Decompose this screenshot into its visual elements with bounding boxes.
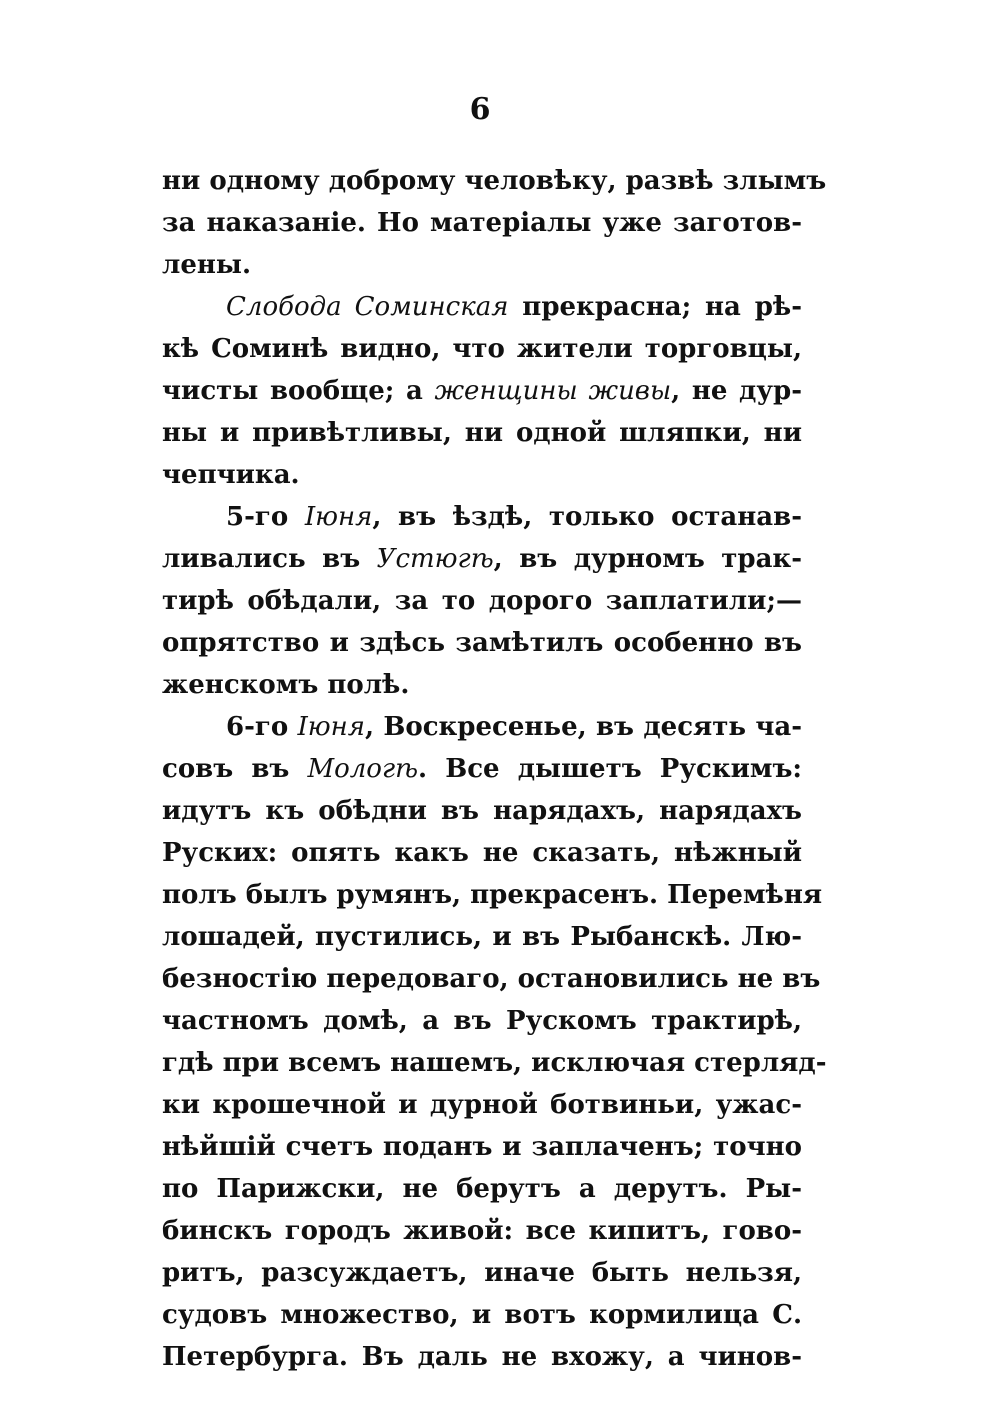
- text-line: [162, 1168, 802, 1210]
- text-span: идутъ къ обѣдни въ нарядахъ, нарядахъ: [162, 796, 802, 826]
- text-span: , Воскресенье, въ десять ча-: [365, 712, 802, 742]
- text-line: [162, 706, 802, 748]
- text-line: [162, 1336, 802, 1378]
- text-line: [162, 832, 802, 874]
- text-line: [162, 580, 802, 622]
- text-line: [162, 622, 802, 664]
- italic-text: Іюня: [297, 712, 365, 742]
- text-span: кѣ Соминѣ видно, что жители торговцы,: [162, 334, 802, 364]
- text-line: [162, 454, 802, 496]
- text-span: по Парижски, не берутъ а дерутъ. Ры-: [162, 1174, 802, 1204]
- text-span: лены.: [162, 250, 252, 280]
- text-line: [162, 412, 802, 454]
- italic-text: Устюгѣ: [376, 544, 494, 574]
- italic-text: Іюня: [304, 502, 373, 532]
- text-span: ливались въ: [162, 544, 377, 574]
- text-line: [162, 202, 802, 244]
- text-line: [162, 286, 802, 328]
- text-span: безностію передоваго, остановились не въ: [162, 964, 821, 994]
- text-line: [162, 958, 821, 1000]
- italic-text: Слобода Соминская: [226, 292, 509, 322]
- text-span: Руских: опять какъ не сказать, нѣжный: [162, 838, 802, 868]
- page-number: 6: [469, 92, 491, 127]
- text-span: за наказаніе. Но матеріалы уже заготов-: [162, 208, 802, 238]
- text-line: [162, 1294, 802, 1336]
- text-line: [162, 244, 802, 286]
- text-span: лошадей, пустились, и въ Рыбанскѣ. Лю-: [162, 922, 802, 952]
- text-line: [162, 1042, 827, 1084]
- text-span: гдѣ при всемъ нашемъ, исключая стерляд-: [162, 1048, 827, 1078]
- text-line: [162, 1000, 802, 1042]
- text-line: [162, 496, 802, 538]
- text-span: частномъ домѣ, а въ Рускомъ трактирѣ,: [162, 1006, 802, 1036]
- text-span: , въ дурномъ трак-: [493, 544, 802, 574]
- text-line: [162, 1210, 802, 1252]
- text-line: [162, 160, 827, 202]
- text-span: ритъ, разсуждаетъ, иначе быть нельзя,: [162, 1258, 802, 1288]
- text-span: тирѣ обѣдали, за то дорого заплатили;—: [162, 586, 802, 616]
- italic-text: Мологѣ: [307, 754, 419, 784]
- text-span: нѣйшій счетъ поданъ и заплаченъ; точно: [162, 1132, 802, 1162]
- text-span: женскомъ полѣ.: [162, 670, 410, 700]
- text-span: . Все дышетъ Рускимъ:: [418, 754, 803, 784]
- text-span: , не дур-: [671, 376, 803, 406]
- text-span: ни одному доброму человѣку, развѣ злымъ: [162, 166, 827, 196]
- text-span: полъ былъ румянъ, прекрасенъ. Перемѣня: [162, 880, 823, 910]
- text-span: ки крошечной и дурной ботвиньи, ужас-: [162, 1090, 802, 1120]
- text-span: чепчика.: [162, 460, 300, 490]
- text-span: , въ ѣздѣ, только останав-: [372, 502, 802, 532]
- text-line: [162, 790, 802, 832]
- text-span: Петербурга. Въ даль не вхожу, а чинов-: [162, 1342, 802, 1372]
- text-span: 6-го: [226, 712, 298, 742]
- text-line: [162, 664, 802, 706]
- text-line: [162, 916, 802, 958]
- text-span: чисты вообще; а: [162, 376, 435, 406]
- body-text: [162, 160, 827, 1378]
- text-span: совъ въ: [162, 754, 308, 784]
- text-span: бинскъ городъ живой: все кипитъ, гово-: [162, 1216, 802, 1246]
- text-line: [162, 748, 802, 790]
- text-line: [162, 874, 823, 916]
- text-span: ны и привѣтливы, ни одной шляпки, ни: [162, 418, 802, 448]
- text-line: [162, 1126, 802, 1168]
- text-line: [162, 538, 802, 580]
- text-line: [162, 1084, 802, 1126]
- text-span: опрятство и здѣсь замѣтилъ особенно въ: [162, 628, 802, 658]
- text-line: [162, 1252, 802, 1294]
- text-span: прекрасна; на рѣ-: [508, 292, 802, 322]
- text-span: судовъ множество, и вотъ кормилица С.: [162, 1300, 802, 1330]
- text-line: [162, 370, 802, 412]
- text-span: 5-го: [226, 502, 305, 532]
- text-line: [162, 328, 802, 370]
- italic-text: женщины живы: [434, 376, 672, 406]
